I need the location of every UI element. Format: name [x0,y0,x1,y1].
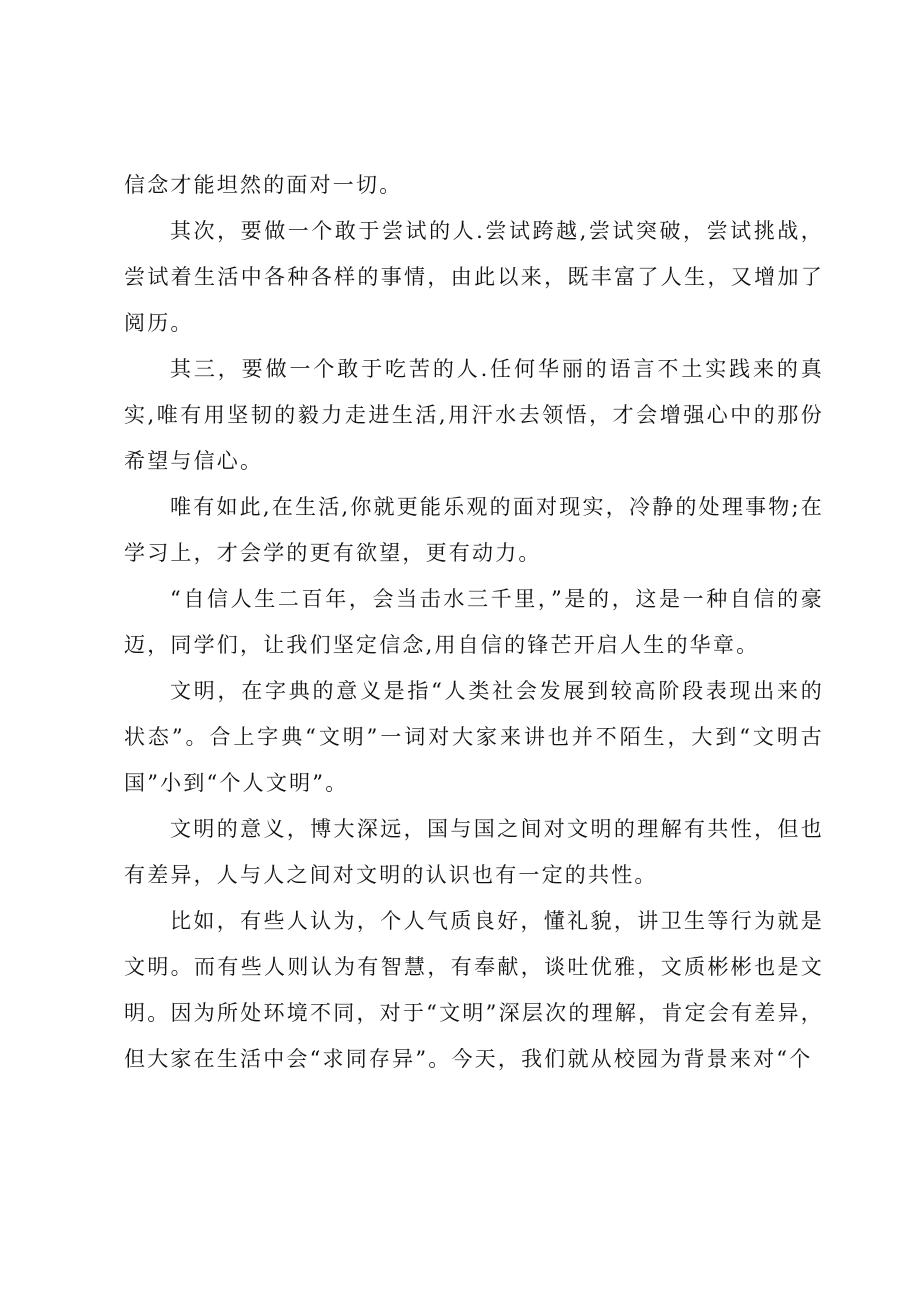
paragraph: 其三，要做一个敢于吃苦的人.任何华丽的语言不土实践来的真实,唯有用坚韧的毅力走进生活,用汗水去领悟，才会增强心中的那份希望与信心。 [124,357,824,473]
paragraph: 文明，在字典的意义是指“人类社会发展到较高阶段表现出来的状态”。合上字典“文明”一词对大家来讲也并不陌生，大到“文明古国”小到“个人文明”。 [124,679,824,795]
paragraph: 其次，要做一个敢于尝试的人.尝试跨越,尝试突破，尝试挑战，尝试着生活中各种各样的事情，由此以来，既丰富了人生，又增加了阅历。 [124,219,824,335]
paragraph: “自信人生二百年，会当击水三千里，”是的，这是一种自信的豪迈，同学们，让我们坚定信念,用自信的锋芒开启人生的华章。 [124,587,824,657]
paragraph: 信念才能坦然的面对一切。 [124,173,403,197]
paragraph: 唯有如此,在生活,你就更能乐观的面对现实，冷静的处理事物;在学习上，才会学的更有欲望，更有动力。 [124,495,824,565]
paragraph: 文明的意义，博大深远，国与国之间对文明的理解有共性，但也有差异，人与人之间对文明的认识也有一定的共性。 [124,817,824,887]
document-body [124,162,824,1082]
paragraph: 比如，有些人认为，个人气质良好，懂礼貌，讲卫生等行为就是文明。而有些人则认为有智慧，有奉献，谈吐优雅，文质彬彬也是文明。因为所处环境不同，对于“文明”深层次的理解，肯定会有差异，但大家在生活中会“求同存异”。今天，我们就从校园为背景来对“个 [124,909,824,1071]
